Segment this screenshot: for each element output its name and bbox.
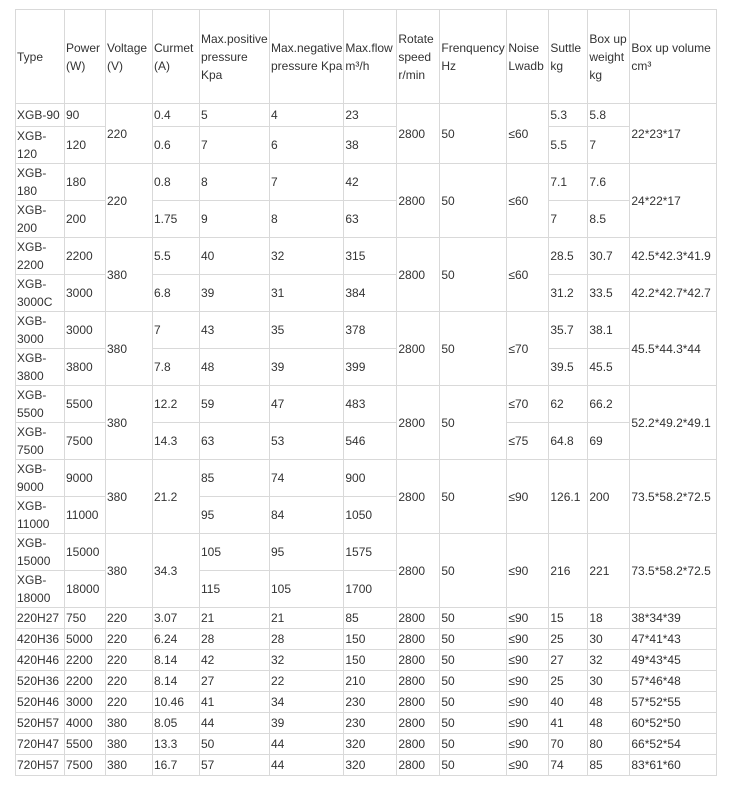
header-cell: Power (W) — [65, 10, 106, 104]
cell-speed: 2800 — [397, 671, 440, 692]
cell-noise: ≤90 — [507, 608, 549, 629]
cell-type: XGB-11000 — [16, 497, 65, 534]
header-cell: Type — [16, 10, 65, 104]
cell-power: 5500 — [65, 734, 106, 755]
cell-negative-pressure: 32 — [270, 238, 344, 275]
cell-current: 34.3 — [153, 534, 200, 608]
cell-positive-pressure: 39 — [200, 275, 270, 312]
header-cell: Box up volume cm³ — [630, 10, 717, 104]
cell-suttle: 31.2 — [549, 275, 588, 312]
cell-box-weight: 38.1 — [588, 312, 630, 349]
header-cell: Rotate speed r/min — [397, 10, 440, 104]
cell-power: 4000 — [65, 713, 106, 734]
cell-voltage: 380 — [106, 312, 153, 386]
cell-box-weight: 30 — [588, 629, 630, 650]
cell-box-weight: 80 — [588, 734, 630, 755]
table-row — [16, 608, 717, 629]
cell-negative-pressure: 21 — [270, 608, 344, 629]
cell-box-weight: 5.8 — [588, 104, 630, 127]
cell-box-volume: 22*23*17 — [630, 104, 717, 164]
cell-frequency: 50 — [440, 629, 507, 650]
cell-speed: 2800 — [397, 713, 440, 734]
cell-voltage: 220 — [106, 692, 153, 713]
cell-voltage: 220 — [106, 671, 153, 692]
cell-frequency: 50 — [440, 692, 507, 713]
cell-type: 420H46 — [16, 650, 65, 671]
cell-voltage: 380 — [106, 386, 153, 460]
cell-speed: 2800 — [397, 608, 440, 629]
cell-type: XGB-200 — [16, 201, 65, 238]
cell-speed: 2800 — [397, 386, 440, 460]
cell-frequency: 50 — [440, 164, 507, 238]
cell-positive-pressure: 27 — [200, 671, 270, 692]
cell-speed: 2800 — [397, 460, 440, 534]
cell-positive-pressure: 63 — [200, 423, 270, 460]
cell-suttle: 39.5 — [549, 349, 588, 386]
specifications-table — [15, 9, 717, 776]
cell-frequency: 50 — [440, 734, 507, 755]
cell-box-weight: 7 — [588, 127, 630, 164]
cell-power: 5000 — [65, 629, 106, 650]
table-row — [16, 713, 717, 734]
cell-voltage: 380 — [106, 713, 153, 734]
cell-suttle: 35.7 — [549, 312, 588, 349]
table-row — [16, 164, 717, 201]
cell-positive-pressure: 43 — [200, 312, 270, 349]
cell-noise: ≤90 — [507, 629, 549, 650]
cell-noise: ≤70 — [507, 312, 549, 386]
cell-negative-pressure: 44 — [270, 734, 344, 755]
table-row — [16, 238, 717, 275]
table-row — [16, 312, 717, 349]
cell-power: 5500 — [65, 386, 106, 423]
table-row — [16, 104, 717, 127]
cell-frequency: 50 — [440, 650, 507, 671]
cell-positive-pressure: 95 — [200, 497, 270, 534]
table-row — [16, 671, 717, 692]
cell-noise: ≤90 — [507, 534, 549, 608]
cell-positive-pressure: 21 — [200, 608, 270, 629]
cell-voltage: 220 — [106, 650, 153, 671]
cell-voltage: 380 — [106, 734, 153, 755]
cell-type: 520H46 — [16, 692, 65, 713]
cell-type: 720H47 — [16, 734, 65, 755]
cell-voltage: 220 — [106, 164, 153, 238]
cell-box-weight: 221 — [588, 534, 630, 608]
cell-max-flow: 150 — [344, 650, 397, 671]
cell-negative-pressure: 4 — [270, 104, 344, 127]
table-row — [16, 692, 717, 713]
cell-max-flow: 315 — [344, 238, 397, 275]
cell-noise: ≤70 — [507, 386, 549, 423]
header-cell: Voltage (V) — [106, 10, 153, 104]
cell-speed: 2800 — [397, 104, 440, 164]
cell-positive-pressure: 28 — [200, 629, 270, 650]
cell-speed: 2800 — [397, 534, 440, 608]
cell-speed: 2800 — [397, 692, 440, 713]
cell-max-flow: 85 — [344, 608, 397, 629]
cell-current: 21.2 — [153, 460, 200, 534]
header-cell: Curmet (A) — [153, 10, 200, 104]
cell-current: 8.05 — [153, 713, 200, 734]
cell-suttle: 41 — [549, 713, 588, 734]
cell-type: XGB-9000 — [16, 460, 65, 497]
cell-suttle: 62 — [549, 386, 588, 423]
cell-current: 3.07 — [153, 608, 200, 629]
cell-suttle: 216 — [549, 534, 588, 608]
cell-positive-pressure: 57 — [200, 755, 270, 776]
cell-positive-pressure: 8 — [200, 164, 270, 201]
cell-noise: ≤60 — [507, 164, 549, 238]
cell-positive-pressure: 105 — [200, 534, 270, 571]
cell-power: 90 — [65, 104, 106, 127]
cell-type: XGB-3000C — [16, 275, 65, 312]
cell-type: XGB-2200 — [16, 238, 65, 275]
cell-type: 520H36 — [16, 671, 65, 692]
cell-frequency: 50 — [440, 534, 507, 608]
cell-power: 3000 — [65, 275, 106, 312]
table-row — [16, 386, 717, 423]
cell-noise: ≤90 — [507, 460, 549, 534]
cell-type: XGB-7500 — [16, 423, 65, 460]
cell-type: 520H57 — [16, 713, 65, 734]
cell-positive-pressure: 50 — [200, 734, 270, 755]
cell-positive-pressure: 48 — [200, 349, 270, 386]
cell-box-volume: 24*22*17 — [630, 164, 717, 238]
cell-negative-pressure: 32 — [270, 650, 344, 671]
cell-max-flow: 210 — [344, 671, 397, 692]
cell-noise: ≤90 — [507, 755, 549, 776]
cell-max-flow: 1575 — [344, 534, 397, 571]
cell-negative-pressure: 22 — [270, 671, 344, 692]
cell-max-flow: 23 — [344, 104, 397, 127]
cell-power: 2200 — [65, 650, 106, 671]
cell-positive-pressure: 85 — [200, 460, 270, 497]
cell-current: 10.46 — [153, 692, 200, 713]
header-cell: Max.positive pressure Kpa — [200, 10, 270, 104]
cell-box-volume: 42.5*42.3*41.9 — [630, 238, 717, 275]
cell-voltage: 220 — [106, 608, 153, 629]
cell-current: 1.75 — [153, 201, 200, 238]
table-row — [16, 734, 717, 755]
cell-speed: 2800 — [397, 238, 440, 312]
cell-type: 720H57 — [16, 755, 65, 776]
cell-suttle: 25 — [549, 629, 588, 650]
cell-suttle: 25 — [549, 671, 588, 692]
cell-power: 18000 — [65, 571, 106, 608]
cell-negative-pressure: 44 — [270, 755, 344, 776]
cell-positive-pressure: 44 — [200, 713, 270, 734]
cell-frequency: 50 — [440, 755, 507, 776]
cell-max-flow: 320 — [344, 755, 397, 776]
cell-speed: 2800 — [397, 629, 440, 650]
cell-suttle: 64.8 — [549, 423, 588, 460]
cell-negative-pressure: 8 — [270, 201, 344, 238]
cell-negative-pressure: 39 — [270, 349, 344, 386]
header-cell: Frenquency Hz — [440, 10, 507, 104]
cell-positive-pressure: 9 — [200, 201, 270, 238]
cell-negative-pressure: 95 — [270, 534, 344, 571]
cell-power: 9000 — [65, 460, 106, 497]
cell-suttle: 74 — [549, 755, 588, 776]
cell-speed: 2800 — [397, 312, 440, 386]
cell-voltage: 220 — [106, 104, 153, 164]
cell-negative-pressure: 105 — [270, 571, 344, 608]
header-cell: Box up weight kg — [588, 10, 630, 104]
cell-suttle: 27 — [549, 650, 588, 671]
cell-current: 0.4 — [153, 104, 200, 127]
cell-suttle: 5.5 — [549, 127, 588, 164]
cell-frequency: 50 — [440, 713, 507, 734]
cell-current: 8.14 — [153, 671, 200, 692]
cell-type: XGB-15000 — [16, 534, 65, 571]
cell-voltage: 380 — [106, 238, 153, 312]
cell-max-flow: 150 — [344, 629, 397, 650]
cell-box-weight: 30.7 — [588, 238, 630, 275]
cell-max-flow: 384 — [344, 275, 397, 312]
cell-negative-pressure: 84 — [270, 497, 344, 534]
cell-box-volume: 57*52*55 — [630, 692, 717, 713]
cell-power: 11000 — [65, 497, 106, 534]
cell-negative-pressure: 39 — [270, 713, 344, 734]
cell-box-weight: 18 — [588, 608, 630, 629]
cell-box-weight: 33.5 — [588, 275, 630, 312]
cell-power: 2200 — [65, 238, 106, 275]
table-row — [16, 755, 717, 776]
cell-power: 7500 — [65, 423, 106, 460]
cell-frequency: 50 — [440, 386, 507, 460]
table-row — [16, 460, 717, 497]
cell-speed: 2800 — [397, 164, 440, 238]
cell-box-volume: 83*61*60 — [630, 755, 717, 776]
header-cell: Noise Lwadb — [507, 10, 549, 104]
cell-box-volume: 47*41*43 — [630, 629, 717, 650]
cell-voltage: 220 — [106, 629, 153, 650]
cell-noise: ≤90 — [507, 692, 549, 713]
cell-box-volume: 73.5*58.2*72.5 — [630, 460, 717, 534]
header-cell: Suttle kg — [549, 10, 588, 104]
cell-noise: ≤90 — [507, 650, 549, 671]
cell-box-volume: 73.5*58.2*72.5 — [630, 534, 717, 608]
cell-negative-pressure: 47 — [270, 386, 344, 423]
cell-box-weight: 45.5 — [588, 349, 630, 386]
cell-current: 0.6 — [153, 127, 200, 164]
cell-max-flow: 546 — [344, 423, 397, 460]
cell-box-volume: 60*52*50 — [630, 713, 717, 734]
cell-power: 7500 — [65, 755, 106, 776]
cell-power: 3800 — [65, 349, 106, 386]
cell-power: 750 — [65, 608, 106, 629]
cell-current: 7.8 — [153, 349, 200, 386]
cell-max-flow: 230 — [344, 713, 397, 734]
cell-max-flow: 483 — [344, 386, 397, 423]
cell-positive-pressure: 115 — [200, 571, 270, 608]
cell-frequency: 50 — [440, 608, 507, 629]
cell-box-weight: 69 — [588, 423, 630, 460]
cell-box-volume: 42.2*42.7*42.7 — [630, 275, 717, 312]
cell-noise: ≤90 — [507, 713, 549, 734]
table-row — [16, 629, 717, 650]
cell-negative-pressure: 53 — [270, 423, 344, 460]
cell-current: 7 — [153, 312, 200, 349]
cell-voltage: 380 — [106, 755, 153, 776]
cell-max-flow: 1700 — [344, 571, 397, 608]
cell-positive-pressure: 40 — [200, 238, 270, 275]
cell-box-volume: 52.2*49.2*49.1 — [630, 386, 717, 460]
table-row — [16, 534, 717, 571]
cell-power: 200 — [65, 201, 106, 238]
cell-negative-pressure: 31 — [270, 275, 344, 312]
cell-box-weight: 30 — [588, 671, 630, 692]
cell-positive-pressure: 7 — [200, 127, 270, 164]
cell-noise: ≤75 — [507, 423, 549, 460]
cell-negative-pressure: 28 — [270, 629, 344, 650]
cell-max-flow: 230 — [344, 692, 397, 713]
cell-voltage: 380 — [106, 534, 153, 608]
cell-max-flow: 63 — [344, 201, 397, 238]
cell-negative-pressure: 7 — [270, 164, 344, 201]
cell-type: XGB-3800 — [16, 349, 65, 386]
cell-power: 2200 — [65, 671, 106, 692]
cell-current: 14.3 — [153, 423, 200, 460]
cell-current: 12.2 — [153, 386, 200, 423]
header-cell: Max.flow m³/h — [344, 10, 397, 104]
cell-frequency: 50 — [440, 460, 507, 534]
cell-noise: ≤60 — [507, 104, 549, 164]
cell-negative-pressure: 35 — [270, 312, 344, 349]
cell-frequency: 50 — [440, 312, 507, 386]
table-row — [16, 650, 717, 671]
cell-type: XGB-120 — [16, 127, 65, 164]
cell-type: 220H27 — [16, 608, 65, 629]
cell-max-flow: 320 — [344, 734, 397, 755]
cell-suttle: 28.5 — [549, 238, 588, 275]
cell-suttle: 40 — [549, 692, 588, 713]
cell-max-flow: 900 — [344, 460, 397, 497]
cell-box-volume: 66*52*54 — [630, 734, 717, 755]
cell-power: 120 — [65, 127, 106, 164]
cell-type: XGB-180 — [16, 164, 65, 201]
cell-suttle: 5.3 — [549, 104, 588, 127]
cell-negative-pressure: 34 — [270, 692, 344, 713]
cell-max-flow: 399 — [344, 349, 397, 386]
cell-max-flow: 1050 — [344, 497, 397, 534]
cell-negative-pressure: 6 — [270, 127, 344, 164]
cell-negative-pressure: 74 — [270, 460, 344, 497]
cell-box-weight: 32 — [588, 650, 630, 671]
cell-type: XGB-3000 — [16, 312, 65, 349]
cell-positive-pressure: 5 — [200, 104, 270, 127]
cell-frequency: 50 — [440, 671, 507, 692]
cell-type: XGB-18000 — [16, 571, 65, 608]
cell-speed: 2800 — [397, 650, 440, 671]
cell-frequency: 50 — [440, 104, 507, 164]
cell-type: 420H36 — [16, 629, 65, 650]
cell-current: 8.14 — [153, 650, 200, 671]
cell-noise: ≤60 — [507, 238, 549, 312]
cell-suttle: 15 — [549, 608, 588, 629]
cell-box-weight: 85 — [588, 755, 630, 776]
cell-power: 180 — [65, 164, 106, 201]
cell-frequency: 50 — [440, 238, 507, 312]
cell-positive-pressure: 42 — [200, 650, 270, 671]
cell-power: 3000 — [65, 312, 106, 349]
cell-box-volume: 49*43*45 — [630, 650, 717, 671]
cell-box-weight: 66.2 — [588, 386, 630, 423]
cell-box-volume: 38*34*39 — [630, 608, 717, 629]
cell-current: 13.3 — [153, 734, 200, 755]
cell-max-flow: 38 — [344, 127, 397, 164]
cell-current: 5.5 — [153, 238, 200, 275]
cell-speed: 2800 — [397, 734, 440, 755]
cell-power: 15000 — [65, 534, 106, 571]
cell-suttle: 126.1 — [549, 460, 588, 534]
cell-max-flow: 378 — [344, 312, 397, 349]
cell-positive-pressure: 41 — [200, 692, 270, 713]
header-cell: Max.negative pressure Kpa — [270, 10, 344, 104]
header-row — [16, 10, 717, 104]
cell-current: 6.8 — [153, 275, 200, 312]
cell-box-volume: 45.5*44.3*44 — [630, 312, 717, 386]
cell-current: 0.8 — [153, 164, 200, 201]
cell-positive-pressure: 59 — [200, 386, 270, 423]
cell-suttle: 7 — [549, 201, 588, 238]
cell-power: 3000 — [65, 692, 106, 713]
cell-speed: 2800 — [397, 755, 440, 776]
cell-type: XGB-5500 — [16, 386, 65, 423]
cell-voltage: 380 — [106, 460, 153, 534]
cell-suttle: 70 — [549, 734, 588, 755]
cell-max-flow: 42 — [344, 164, 397, 201]
cell-current: 6.24 — [153, 629, 200, 650]
cell-box-weight: 8.5 — [588, 201, 630, 238]
cell-box-weight: 200 — [588, 460, 630, 534]
cell-current: 16.7 — [153, 755, 200, 776]
cell-type: XGB-90 — [16, 104, 65, 127]
cell-box-volume: 57*46*48 — [630, 671, 717, 692]
cell-suttle: 7.1 — [549, 164, 588, 201]
cell-noise: ≤90 — [507, 671, 549, 692]
cell-box-weight: 48 — [588, 692, 630, 713]
cell-box-weight: 7.6 — [588, 164, 630, 201]
cell-noise: ≤90 — [507, 734, 549, 755]
cell-box-weight: 48 — [588, 713, 630, 734]
